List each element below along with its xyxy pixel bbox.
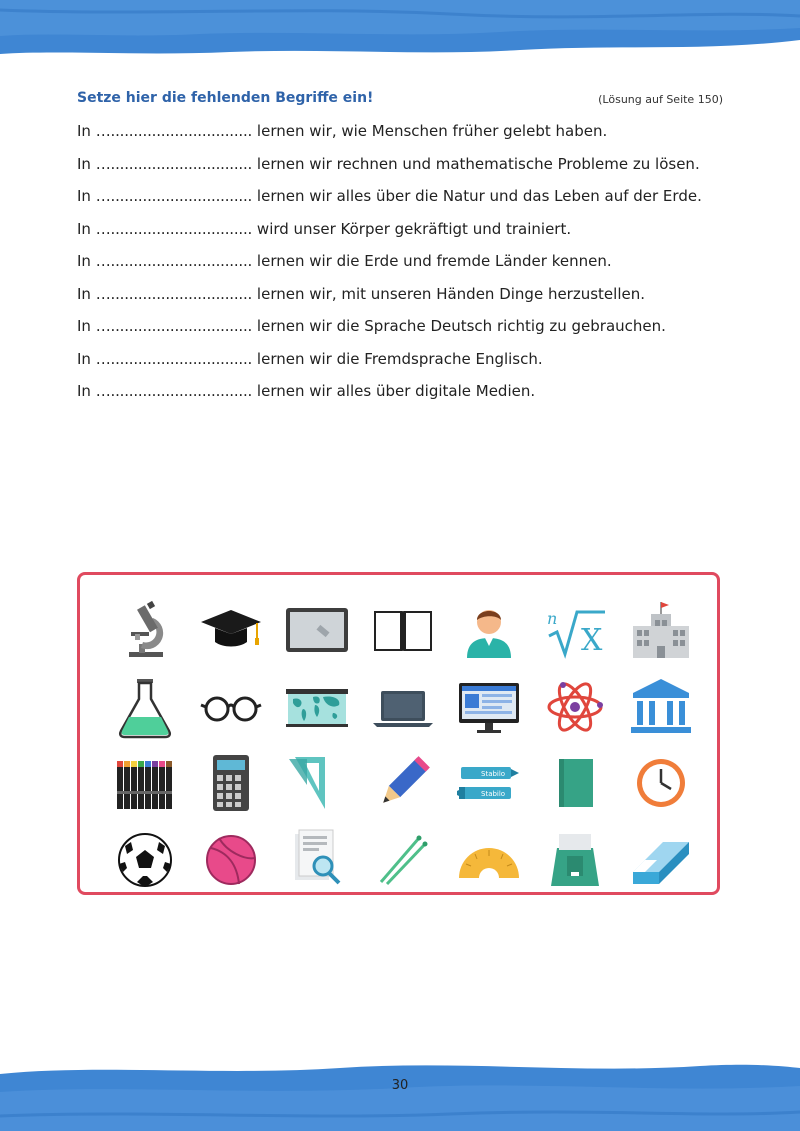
blank-field[interactable]: …............................... <box>95 252 253 270</box>
graduation-cap-icon <box>188 592 274 669</box>
atom-icon <box>532 669 618 746</box>
sentence-prefix: In <box>77 154 91 173</box>
blank-field[interactable]: …............................... <box>95 219 253 238</box>
sentence-5 <box>77 250 737 283</box>
pencil-icon <box>360 745 446 822</box>
sentence-3 <box>77 185 737 218</box>
clock-icon <box>618 745 704 822</box>
sentence-prefix: In <box>77 284 91 303</box>
notebook-icon <box>532 745 618 822</box>
highlighter-label: Stabilo <box>481 790 506 799</box>
laptop-icon <box>360 669 446 746</box>
document-search-icon <box>274 822 360 899</box>
sentence-text: lernen wir die Erde und fremde Länder kennen. <box>256 252 612 270</box>
icon-panel <box>77 572 720 895</box>
blank-field[interactable]: …............................... <box>95 349 253 368</box>
sentence-7 <box>77 315 737 348</box>
sentence-text: lernen wir, mit unseren Händen Dinge herzustellen. <box>256 284 645 303</box>
sentence-list <box>77 120 737 413</box>
icon-grid <box>102 592 704 898</box>
set-square-icon <box>274 745 360 822</box>
markers-icon <box>102 745 188 822</box>
sentence-9 <box>77 380 737 413</box>
basketball-icon <box>188 822 274 899</box>
top-decorative-band <box>0 0 800 62</box>
sentence-prefix: In <box>77 252 91 270</box>
student-avatar-icon <box>446 592 532 669</box>
blank-field[interactable]: …............................... <box>95 382 253 400</box>
page-number: 30 <box>391 1078 409 1093</box>
blank-field[interactable]: …............................... <box>95 284 253 303</box>
sentence-prefix: In <box>77 349 91 368</box>
sentence-prefix: In <box>77 122 91 140</box>
flask-icon <box>102 669 188 746</box>
blank-field[interactable]: …............................... <box>95 122 253 140</box>
sentence-prefix: In <box>77 382 91 400</box>
open-book-icon <box>360 592 446 669</box>
file-tray-icon <box>532 822 618 899</box>
sentence-2 <box>77 153 737 186</box>
sentence-6 <box>77 283 737 316</box>
sentence-8 <box>77 348 737 381</box>
svg-text:n: n <box>547 609 558 629</box>
sentence-text: lernen wir alles über die Natur und das Leben auf der Erde. <box>256 187 702 205</box>
sentence-prefix: In <box>77 317 91 335</box>
exercise-heading: Setze hier die fehlenden Begriffe ein! <box>77 90 374 106</box>
blank-field[interactable]: …............................... <box>95 154 253 173</box>
sentence-text: lernen wir die Sprache Deutsch richtig zu gebrauchen. <box>256 317 666 335</box>
protractor-icon <box>446 822 532 899</box>
microscope-icon <box>102 592 188 669</box>
calculator-icon <box>188 745 274 822</box>
school-building-icon <box>618 592 704 669</box>
sentence-text: lernen wir alles über digitale Medien. <box>256 382 536 400</box>
sentence-1 <box>77 120 737 153</box>
monitor-icon <box>446 669 532 746</box>
eraser-icon <box>618 822 704 899</box>
blank-field[interactable]: …............................... <box>95 187 253 205</box>
sentence-prefix: In <box>77 219 91 238</box>
sentence-prefix: In <box>77 187 91 205</box>
solution-hint: (Lösung auf Seite 150) <box>598 93 723 106</box>
sentence-text: lernen wir, wie Menschen früher gelebt haben. <box>256 122 608 140</box>
glasses-icon <box>188 669 274 746</box>
heading-row <box>77 90 723 110</box>
svg-text:X: X <box>581 623 603 659</box>
sentence-text: lernen wir rechnen und mathematische Probleme zu lösen. <box>256 154 700 173</box>
highlighter-label: Stabilo <box>481 770 506 779</box>
math-root-icon <box>532 592 618 669</box>
knitting-needles-icon <box>360 822 446 899</box>
sentence-text: lernen wir die Fremdsprache Englisch. <box>256 349 543 368</box>
museum-icon <box>618 669 704 746</box>
world-map-icon <box>274 669 360 746</box>
blank-field[interactable]: …............................... <box>95 317 253 335</box>
soccer-ball-icon <box>102 822 188 899</box>
highlighters-icon <box>446 745 532 822</box>
chalkboard-icon <box>274 592 360 669</box>
sentence-4 <box>77 218 737 251</box>
sentence-text: wird unser Körper gekräftigt und trainiert. <box>256 219 572 238</box>
bottom-decorative-band <box>0 1056 800 1131</box>
